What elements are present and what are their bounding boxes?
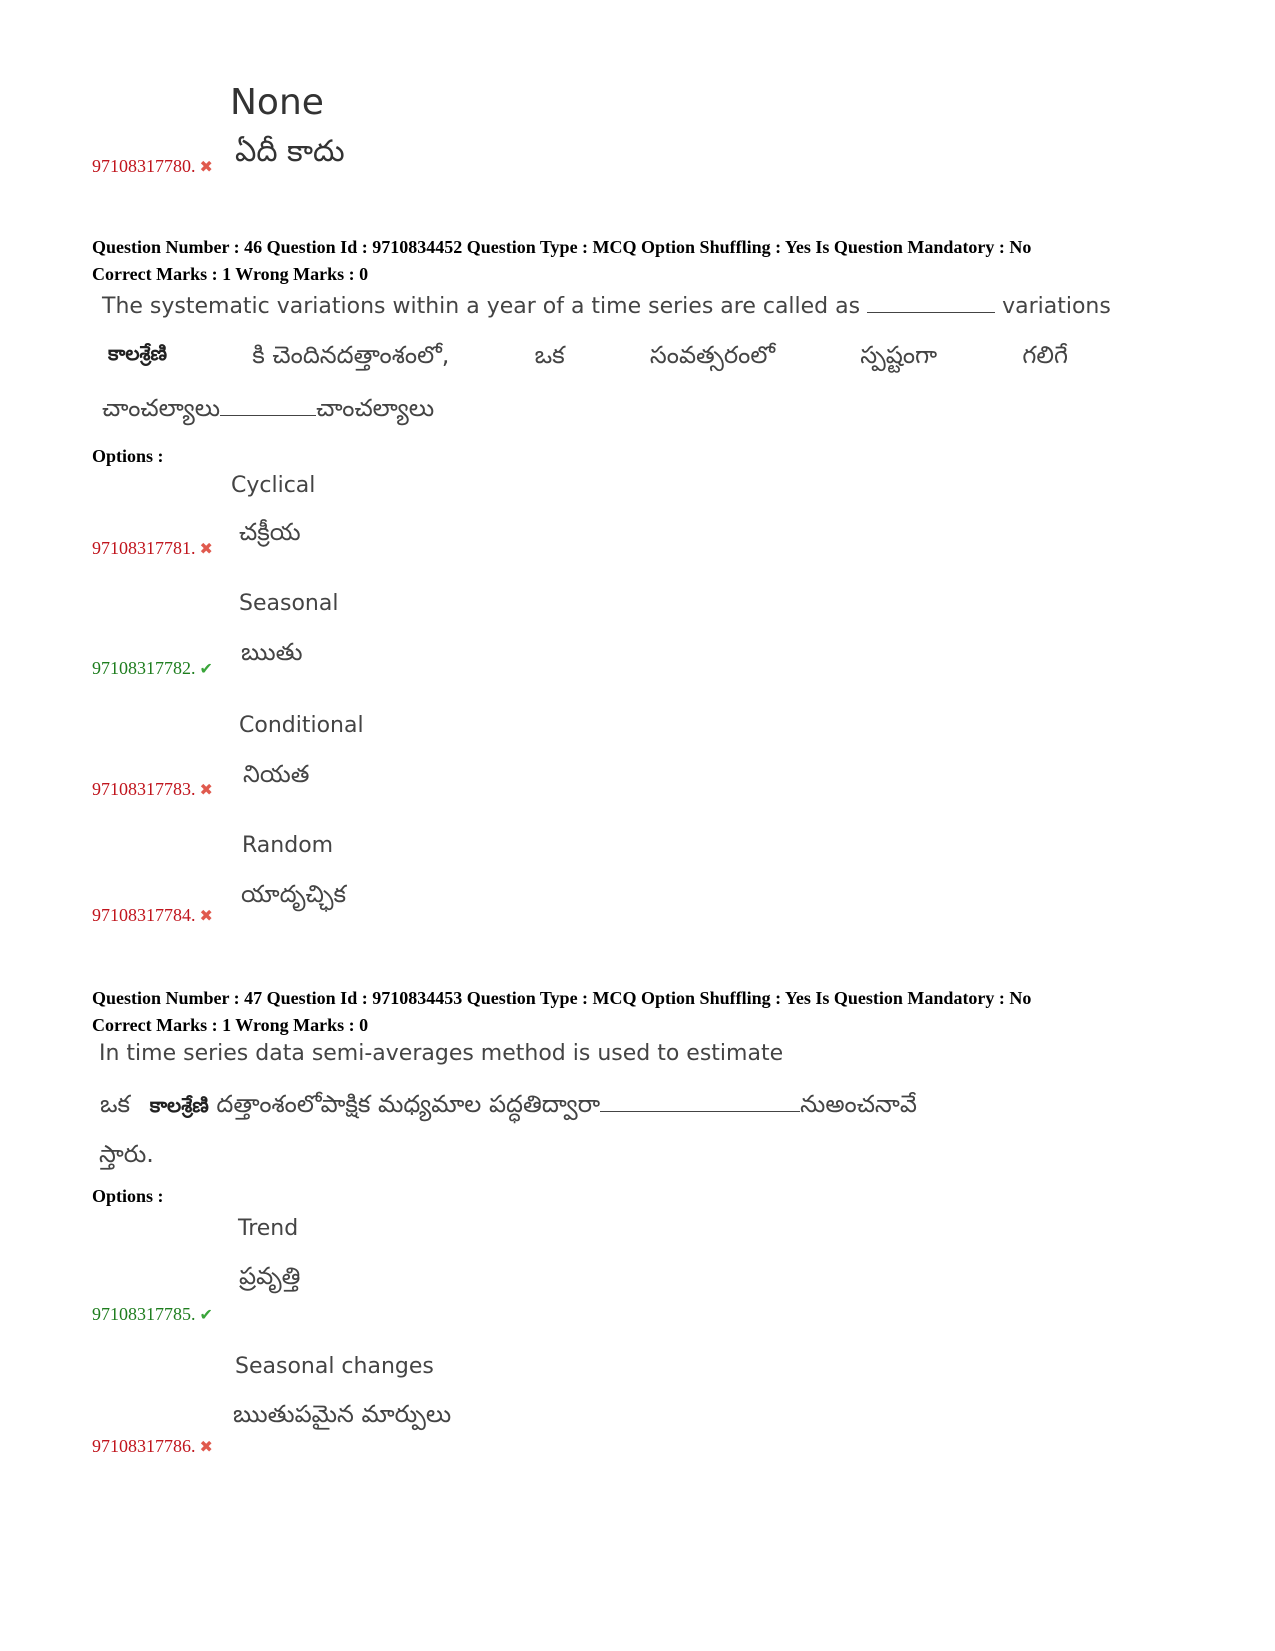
question-meta-line1: Question Number : 47 Question Id : 9710834453 Question Type : MCQ Option Shuffling : Yes Is Question Mandatory : No (92, 988, 1032, 1008)
option-row (92, 779, 213, 800)
option-id: 97108317782. (92, 658, 196, 678)
option-text-te: ఋతుపమైన మార్పులు (233, 1400, 452, 1428)
option-row (92, 1304, 213, 1325)
question-47-text-te-line2: స్తారు. (99, 1140, 154, 1168)
question-text-part: variations (1002, 294, 1111, 319)
option-id: 97108317780. (92, 156, 196, 176)
question-text-part: ఒక (100, 1090, 131, 1118)
options-label: Options : (92, 446, 164, 466)
option-text-te: చక్రీయ (239, 518, 301, 546)
options-label: Options : (92, 1186, 164, 1206)
question-meta-line2: Correct Marks : 1 Wrong Marks : 0 (92, 264, 369, 284)
option-text-en: Cyclical (231, 473, 316, 498)
question-text-part: ఒక (534, 341, 565, 369)
question-text-part: స్పష్టంగా (860, 341, 938, 369)
option-id: 97108317784. (92, 905, 196, 925)
question-46-text-te-line1 (108, 341, 1068, 375)
answer-blank (220, 414, 316, 416)
question-47-text-te-line1 (100, 1090, 917, 1124)
option-text-te: నియత (243, 760, 310, 788)
option-row (92, 156, 213, 177)
option-text-en: Conditional (239, 713, 364, 738)
option-row (92, 905, 213, 926)
question-text-part: సంవత్సరంలో (649, 341, 776, 369)
option-id: 97108317781. (92, 538, 196, 558)
option-text-te: యాదృచ్ఛిక (241, 880, 346, 908)
check-icon: ✔ (199, 1307, 213, 1324)
option-row (92, 658, 213, 679)
question-text-part: చాంచల్యాలు (102, 394, 221, 422)
wrong-icon: ✖ (199, 541, 213, 558)
question-text-part: The systematic variations within a year of a time series are called as (102, 294, 861, 319)
option-text-en: None (230, 82, 324, 123)
question-text-part: కాలశ్రేణి (149, 1093, 209, 1117)
answer-blank (867, 311, 995, 313)
check-icon: ✔ (199, 661, 213, 678)
question-meta-line2: Correct Marks : 1 Wrong Marks : 0 (92, 1015, 369, 1035)
option-text-en: Random (242, 833, 334, 858)
question-46-text-en (102, 294, 1111, 319)
wrong-icon: ✖ (199, 908, 213, 925)
wrong-icon: ✖ (199, 159, 213, 176)
option-text-te: ఏదీ కాదు (235, 134, 345, 169)
option-row (92, 538, 213, 559)
answer-blank (600, 1110, 800, 1112)
question-46-meta (92, 234, 1202, 288)
option-text-en: Seasonal (239, 591, 339, 616)
question-meta-line1: Question Number : 46 Question Id : 9710834452 Question Type : MCQ Option Shuffling : Yes Is Question Mandatory : No (92, 237, 1032, 257)
option-id: 97108317783. (92, 779, 196, 799)
question-47-meta (92, 985, 1202, 1039)
option-text-te: ఋతు (241, 638, 303, 666)
option-id: 97108317786. (92, 1436, 196, 1456)
question-text-part: దత్తాంశంలోపాక్షిక మధ్యమాల పద్ధతిద్వారా (216, 1090, 601, 1118)
option-text-en: Trend (238, 1216, 299, 1241)
wrong-icon: ✖ (199, 782, 213, 799)
question-47-text-en: In time series data semi-averages method is used to estimate (99, 1041, 784, 1066)
question-46-text-te-line2 (102, 394, 434, 428)
option-row (92, 1436, 213, 1457)
option-text-te: ప్రవృత్తి (239, 1262, 301, 1290)
option-text-en: Seasonal changes (235, 1354, 434, 1379)
question-text-part: చాంచల్యాలు (316, 394, 435, 422)
question-text-part: నుఅంచనావే (800, 1090, 917, 1118)
question-text-part: కాలశ్రేణి (108, 341, 168, 365)
question-text-part: కి చెందినదత్తాంశంలో, (252, 341, 450, 369)
wrong-icon: ✖ (199, 1439, 213, 1456)
option-id: 97108317785. (92, 1304, 196, 1324)
question-text-part: గలిగే (1022, 341, 1068, 369)
